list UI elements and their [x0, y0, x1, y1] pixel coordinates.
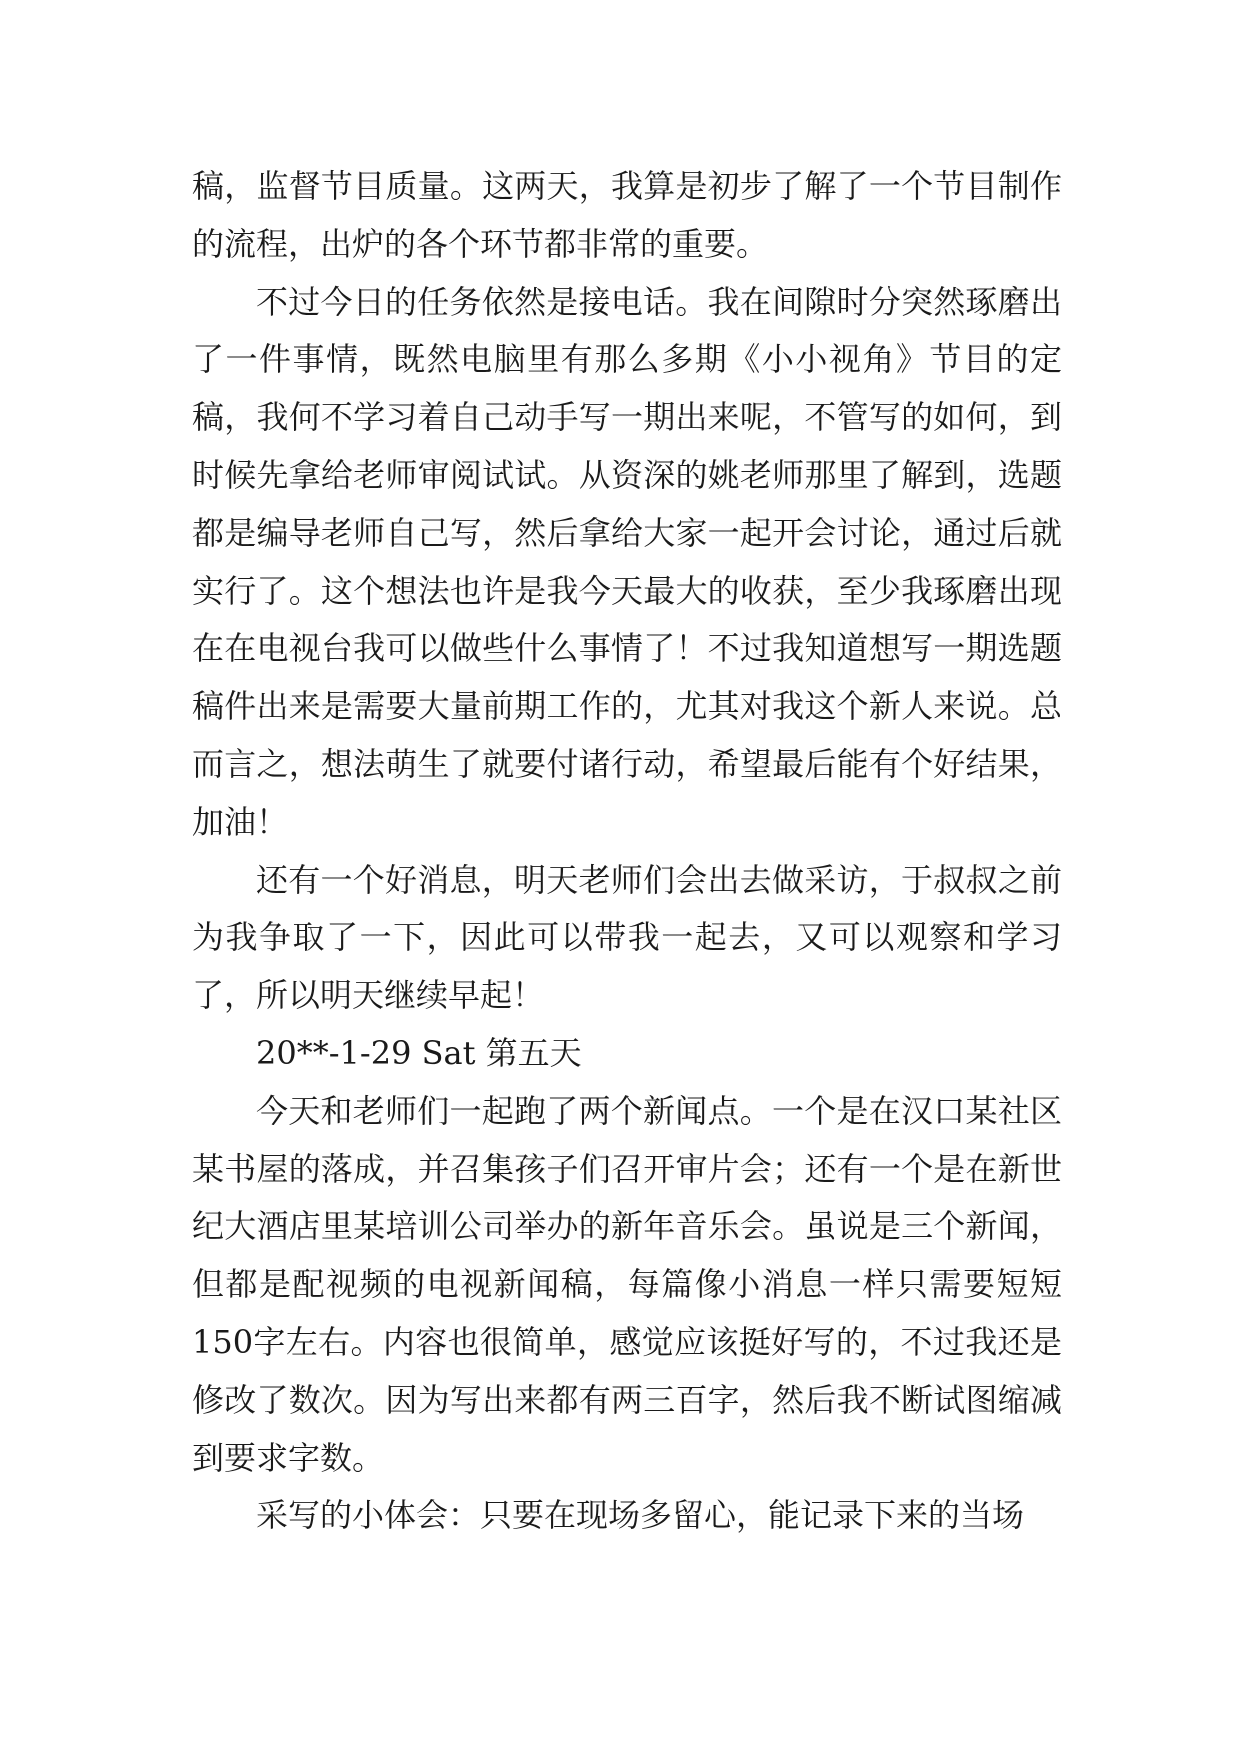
paragraph-3: 还有一个好消息，明天老师们会出去做采访，于叔叔之前为我争取了一下，因此可以带我一起去，又可以观察和学习了，所以明天继续早起！ — [192, 860, 1062, 1015]
date-heading: 20**-1-29 Sat 第五天 — [256, 1033, 582, 1072]
document-body — [192, 158, 1062, 1545]
paragraph-5: 采写的小体会：只要在现场多留心，能记录下来的当场 — [256, 1496, 1025, 1535]
paragraph-1: 稿，监督节目质量。这两天，我算是初步了解了一个节目制作的流程，出炉的各个环节都非常的重要。 — [192, 167, 1062, 263]
paragraph-4: 今天和老师们一起跑了两个新闻点。一个是在汉口某社区某书屋的落成，并召集孩子们召开审片会；还有一个是在新世纪大酒店里某培训公司举办的新年音乐会。虽说是三个新闻，但都是配视频的电视新闻稿，每篇像小消息一样只需要短短150字左右。内容也很简单，感觉应该挺好写的，不过我还是修改了数次。因为写出来都有两三百字，然后我不断试图缩减到要求字数。 — [192, 1091, 1062, 1477]
paragraph-2: 不过今日的任务依然是接电话。我在间隙时分突然琢磨出了一件事情，既然电脑里有那么多期《小小视角》节目的定稿，我何不学习着自己动手写一期出来呢，不管写的如何，到时候先拿给老师审阅试试。从资深的姚老师那里了解到，选题都是编导老师自己写，然后拿给大家一起开会讨论，通过后就实行了。这个想法也许是我今天最大的收获，至少我琢磨出现在在电视台我可以做些什么事情了！不过我知道想写一期选题稿件出来是需要大量前期工作的，尤其对我这个新人来说。总而言之，想法萌生了就要付诸行动，希望最后能有个好结果，加油！ — [192, 282, 1062, 841]
